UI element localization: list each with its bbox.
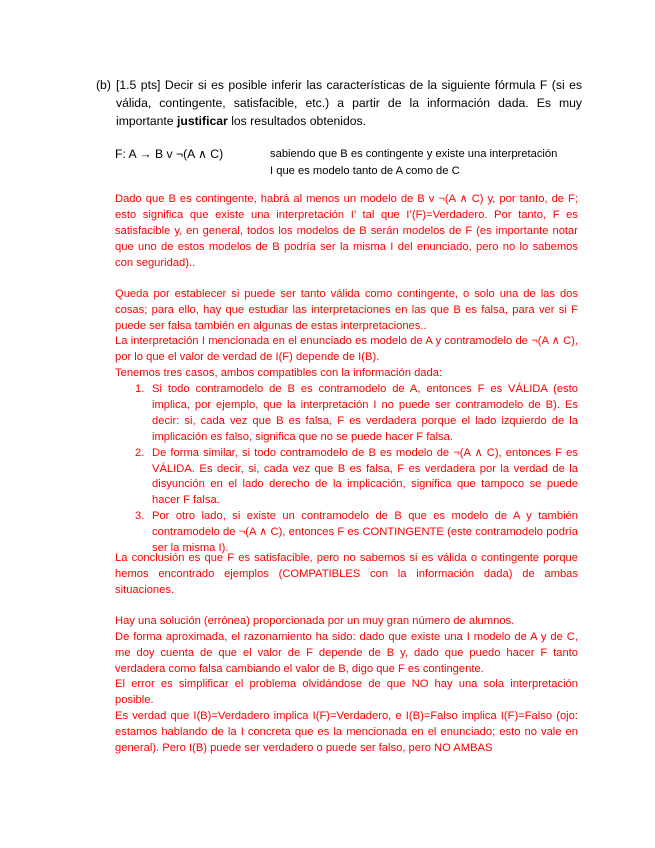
case-item (115, 446, 578, 510)
answer-paragraph-1: Dado que B es contingente, habrá al menos un modelo de B v ¬(A ∧ C) y, por tanto, de F; esto significa que existe una interpretación I’ tal que I’(F)=Verdadero. Por tanto, F es satisfacible y, en general, todos los modelos de B serán modelos de F (es importante notar que uno de estos modelos de B podría ser la misma I del enunciado, pero no lo sabemos con seguridad).. (115, 193, 578, 269)
wrong-solution-explanation: Es verdad que I(B)=Verdadero implica I(F)=Verdadero, e I(B)=Falso implica I(F)=Falso (ojo: estamos hablando de la I concreta que es la mencionada en el enunciado; esto no vale en general). Pero I(B) puede ser verdadero o puede ser falso, pero NO AMBAS (115, 710, 578, 754)
case-text: Por otro lado, si existe un contramodelo de B que es modelo de A y también contramodelo de ¬(A ∧ C), entonces F es CONTINGENTE (este contramodelo podría ser la misma I). (152, 510, 578, 555)
answer-paragraph-4: Tenemos tres casos, ambos compatibles con la información dada: (115, 367, 443, 379)
question-outro: los resultados obtenidos. (231, 114, 367, 128)
case-item (115, 509, 578, 557)
given-line-1: sabiendo que B es contingente y existe una interpretación (270, 148, 558, 160)
question-text (116, 76, 582, 130)
wrong-solution-reasoning: De forma aproximada, el razonamiento ha sido: dado que existe una I modelo de A y de C, me doy cuenta de que el valor de F depende de B y, dado que puedo hacer F tanto verdadera como falsa cambiando el valor de B, digo que F es contingente. (115, 631, 578, 675)
wrong-solution-note: Hay una solución (errónea) proporcionada por un muy gran número de alumnos. (115, 615, 515, 627)
case-number: 2. (135, 446, 145, 459)
case-item (115, 382, 578, 446)
case-text: Si todo contramodelo de B es contramodelo de A, entonces F es VÁLIDA (esto implica, por ejemplo, que la interpretación I no puede ser contramodelo de B). Es decir: si, cada vez que B es falsa, F es verdadera porque el lado izquierdo de la implicación es falso, significa que no se puede hacer F falsa. (152, 383, 578, 443)
question-label: (b) (96, 78, 111, 92)
answer-paragraph-2: Queda por establecer si puede ser tanto válida como contingente, o solo una de las dos cosas; para ello, hay que estudiar las interpretaciones en las que B es falsa, para ver si F puede ser falsa también en algunas de estas interpretaciones.. (115, 288, 578, 332)
question-emphasis: justificar (176, 114, 228, 128)
case-text: De forma similar, si todo contramodelo de B es modelo de ¬(A ∧ C), entonces F es VÁLIDA. Es decir, si, cada vez que B es falsa, F es verdadera por la verdad de la disyunción en el lado derecho de la implicación, significa que tampoco se puede hacer F falsa. (152, 446, 578, 507)
formula: F: A → B v ¬(A ∧ C) (115, 147, 224, 161)
answer-paragraph-3: La interpretación I mencionada en el enunciado es modelo de A y contramodelo de ¬(A ∧ C), por lo que el valor de verdad de I(F) depende de I(B). (115, 335, 578, 363)
question-b (96, 76, 582, 130)
given-information (270, 146, 580, 180)
given-line-2: I que es modelo tanto de A como de C (270, 165, 460, 177)
case-number: 3. (135, 510, 145, 523)
cases-list (115, 382, 578, 557)
question-intro: [1.5 pts] Decir si es posible inferir las características de la siguiente fórmula F (si es válida, contingente, satisfacible, etc.) a partir de la información dada. Es muy importante (116, 78, 582, 128)
answer-conclusion: La conclusión es que F es satisfacible, pero no sabemos si es válida o contingente porque hemos encontrado ejemplos (COMPATIBLES con la información dada) de ambas situaciones. (115, 552, 578, 596)
case-number: 1. (135, 383, 145, 395)
wrong-solution-error: El error es simplificar el problema olvidándose de que NO hay una sola interpretación posible. (115, 678, 578, 706)
